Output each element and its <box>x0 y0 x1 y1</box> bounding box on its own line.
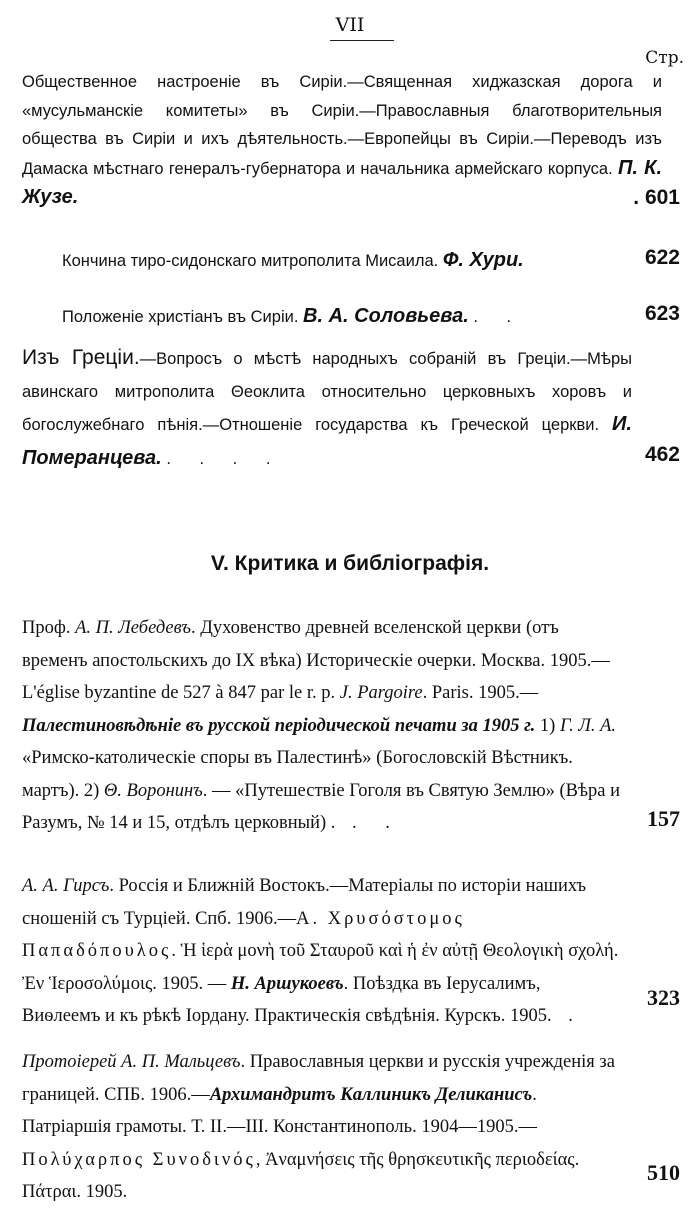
entry-page-number <box>590 302 680 326</box>
biblio-run: Θ. Воронинъ <box>103 780 203 801</box>
biblio-run: Н. Аршукоевъ <box>230 973 344 994</box>
biblio-run: . Россія и Ближній Востокъ.—Матеріалы по исторіи нашихъ сношеній съ Турціей. Спб. 1906.— <box>22 876 587 929</box>
biblio-entry-maltsev <box>22 1046 622 1209</box>
entry-text: —Вопросъ о мѣстѣ народныхъ собраній въ Греціи.—Мѣры авинскаго митрополита Θеоклита относительно церковныхъ хоровъ и богослужебнаго пѣнія.—Отношеніе государства къ Греческой церкви. <box>22 350 633 434</box>
biblio-page: 157 <box>647 806 680 831</box>
biblio-run: Архимандритъ Каллиникъ Деликанисъ <box>209 1084 533 1105</box>
biblio-run: . Духовенство древней вселенской церкви (отъ временъ апостольскихъ до IX вѣка) Историческіе очерки. Москва. 1905.—L'église byzantine de 527 à 847 par le r. p. <box>22 618 610 703</box>
biblio-text <box>22 1052 615 1202</box>
toc-entry-greece <box>22 342 632 475</box>
header-rule <box>330 40 394 41</box>
entry-lead: Изъ Греціи. <box>22 346 140 369</box>
entry-text: Кончина тиро-сидонскаго митрополита Мисаила. <box>62 252 439 270</box>
entry-author: П. К. Жузе. <box>22 156 662 208</box>
biblio-run: 1) <box>535 715 560 736</box>
entry-page: 622 <box>644 246 680 269</box>
entry-page-number <box>590 186 680 210</box>
biblio-run: Протоіерей А. П. Мальцевъ <box>22 1052 241 1072</box>
biblio-run: , Ἀναμνήσεις τῆς θρησκευτικῆς περιοδείας. Πάτραι. 1905. <box>22 1149 580 1202</box>
entry-text: Положеніе христіанъ въ Сиріи. <box>62 308 299 326</box>
biblio-text <box>22 876 618 1026</box>
entry-text: Общественное настроеніе въ Сиріи.—Священная хиджазская дорога и «мусульманскіе комитеты» въ Сиріи.—Православныя благотворительныя общества въ Сиріи и ихъ дѣятельность.—Европейцы въ Сиріи.—Переводъ изъ Дамаска мѣстнаго генералъ-губернатора и начальника армейскаго корпуса. <box>22 73 662 178</box>
biblio-run: Палестиновѣдѣніе въ русской періодической печати за 1905 г. <box>22 715 536 736</box>
biblio-leader-dots: . . <box>335 813 402 833</box>
biblio-run: А. Χρυσόστομος Παπαδόπουλος <box>22 908 465 961</box>
entry-page: 623 <box>644 302 680 325</box>
biblio-run: Проф. <box>22 618 76 638</box>
biblio-page-number <box>590 985 680 1011</box>
biblio-run: А. А. Гирсъ <box>22 876 110 896</box>
biblio-run: J. Pargoire <box>339 683 423 703</box>
biblio-run: . Paris. 1905.— <box>422 683 539 703</box>
toc-entry-misail <box>62 246 582 276</box>
page-number: VII <box>335 14 365 36</box>
section-heading: V. Критика и библіографія. <box>210 552 490 575</box>
biblio-run: . Православныя церкви и русскія учрежденія за границей. СПБ. 1906.— <box>22 1052 615 1105</box>
toc-entry-syria-mood <box>22 68 662 213</box>
biblio-run: . Патріаршія грамоты. Т. II.—III. Константинополь. 1904—1905.— <box>22 1084 537 1137</box>
entry-leader-dots: . . <box>473 308 524 326</box>
page-column-label: Стр. <box>645 48 684 68</box>
biblio-run: «Римско-католическіе споры въ Палестинѣ» (Богословскій Вѣстникъ. мартъ). 2) <box>22 748 573 801</box>
toc-entry-christians-syria <box>62 302 582 332</box>
biblio-entry-girs <box>22 870 622 1033</box>
biblio-run: Г. Л. А. <box>559 715 617 736</box>
biblio-run: . — «Путешествіе Гоголя въ Святую Землю» (Вѣра и Разумъ, № 14 и 15, отдѣлъ церковный) . <box>22 780 621 833</box>
entry-author: И. Померанцева. <box>22 413 632 469</box>
biblio-page-number <box>590 806 680 832</box>
biblio-run: . Поѣздка въ Іерусалимъ, Виѳлеемъ и къ рѣкѣ Іордану. Практическія свѣдѣнія. Курскъ. 1905. <box>22 973 552 1026</box>
biblio-leader-dots: . <box>551 1006 585 1026</box>
biblio-page: 323 <box>647 985 680 1010</box>
biblio-run: Πολύχαρπος Συνοδινός <box>22 1149 256 1170</box>
entry-page-number <box>590 246 680 270</box>
entry-leader-dots: . . . . <box>166 449 283 468</box>
entry-author: Ф. Хури. <box>442 249 524 271</box>
biblio-text <box>22 618 620 833</box>
biblio-page: 510 <box>647 1160 680 1185</box>
biblio-run: А. П. Лебедевъ <box>75 618 192 638</box>
entry-page-number <box>590 443 680 467</box>
entry-leader-dots: . <box>633 186 640 209</box>
biblio-run: . Ἡ ἱερὰ μονὴ τοῦ Σταυροῦ καὶ ἡ ἐν αὐτῇ Θεολογικὴ σχολή. Ἐν Ἱεροσολύμοις. 1905. — <box>22 941 619 994</box>
entry-author: В. А. Соловьева. <box>303 305 469 327</box>
biblio-page-number <box>590 1160 680 1186</box>
entry-page: 462 <box>644 443 680 466</box>
biblio-entry-lebedev <box>22 612 622 840</box>
entry-page: 601 <box>644 186 680 209</box>
